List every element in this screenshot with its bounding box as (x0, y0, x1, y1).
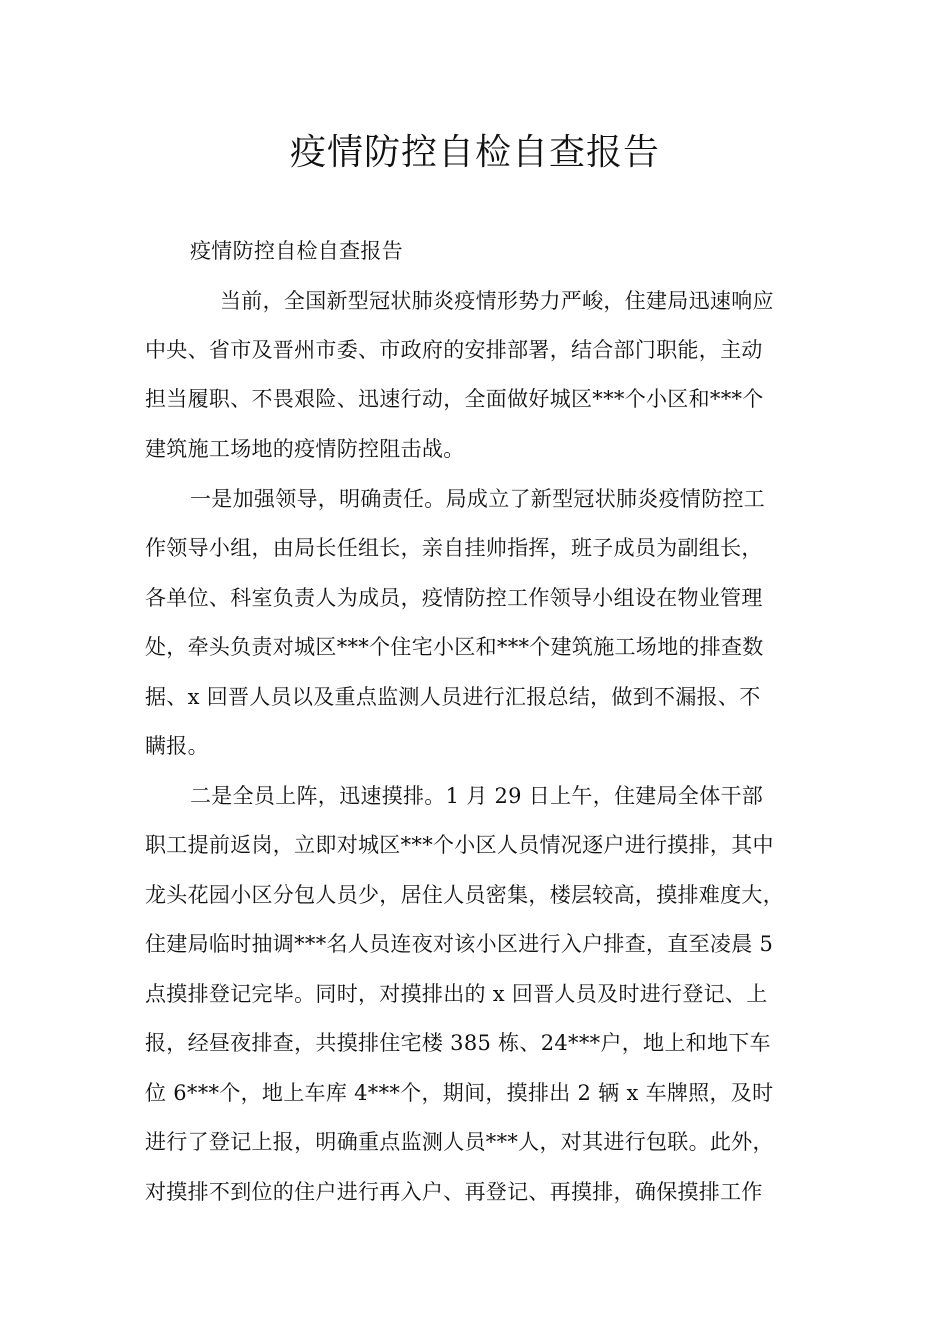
body-subtitle: 疫情防控自检自查报告 (190, 239, 403, 263)
paragraph-line: 报，经昼夜排查，共摸排住宅楼 385 栋、24***户，地上和地下车 (145, 1031, 771, 1055)
paragraph-line: 中央、省市及晋州市委、市政府的安排部署，结合部门职能，主动 (145, 338, 763, 362)
paragraph-line: 二是全员上阵，迅速摸排。1 月 29 日上午，住建局全体干部 (190, 784, 764, 808)
paragraph-line: 据、x 回晋人员以及重点监测人员进行汇报总结，做到不漏报、不 (145, 685, 761, 709)
paragraph-line: 建筑施工场地的疫情防控阻击战。 (145, 437, 465, 461)
paragraph-line: 一是加强领导，明确责任。局成立了新型冠状肺炎疫情防控工 (190, 487, 766, 511)
paragraph-line: 各单位、科室负责人为成员，疫情防控工作领导小组设在物业管理 (145, 586, 763, 610)
paragraph-line: 职工提前返岗，立即对城区***个小区人员情况逐户进行摸排，其中 (145, 833, 774, 857)
paragraph-line: 进行了登记上报，明确重点监测人员***人，对其进行包联。此外， (145, 1130, 774, 1154)
paragraph-line: 住建局临时抽调***名人员连夜对该小区进行入户排查，直至凌晨 5 (145, 932, 774, 956)
paragraph-line: 瞒报。 (145, 734, 209, 758)
paragraph-line: 处，牵头负责对城区***个住宅小区和***个建筑施工场地的排查数 (145, 635, 764, 659)
paragraph-line: 点摸排登记完毕。同时，对摸排出的 x 回晋人员及时进行登记、上 (145, 982, 768, 1006)
paragraph-line: 位 6***个，地上车库 4***个，期间，摸排出 2 辆 x 车牌照，及时 (145, 1081, 774, 1105)
paragraph-line: 担当履职、不畏艰险、迅速行动，全面做好城区***个小区和***个 (145, 387, 764, 411)
paragraph-line: 龙头花园小区分包人员少，居住人员密集，楼层较高，摸排难度大， (145, 883, 784, 907)
paragraph-line: 作领导小组，由局长任组长，亲自挂帅指挥，班子成员为副组长， (145, 536, 763, 560)
paragraph-line: 当前，全国新型冠状肺炎疫情形势力严峻，住建局迅速响应 (220, 289, 774, 313)
paragraph-line: 对摸排不到位的住户进行再入户、再登记、再摸排，确保摸排工作 (145, 1180, 763, 1204)
document-title: 疫情防控自检自查报告 (289, 132, 660, 173)
